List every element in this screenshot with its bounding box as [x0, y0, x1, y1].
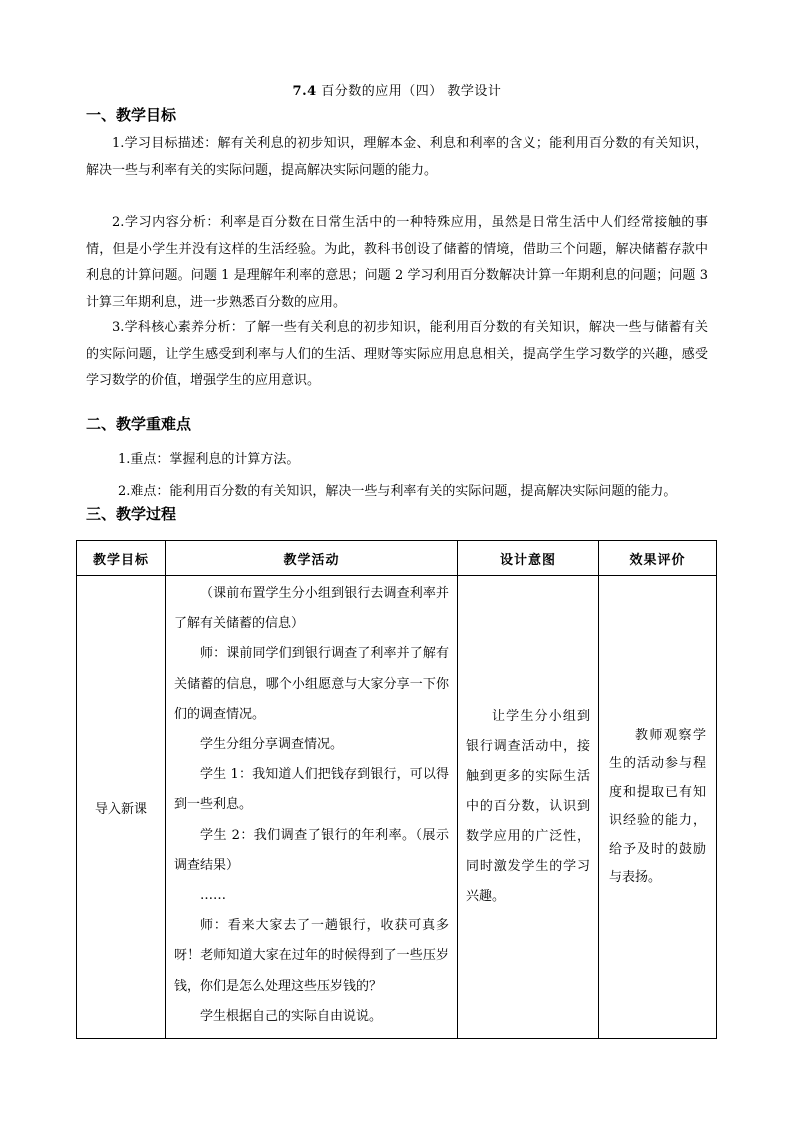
activity-line: 学生分组分享调查情况。 — [200, 737, 344, 753]
objective-description: 1.学习目标描述：解有关利息的初步知识，理解本金、利息和利率的含义；能利用百分数的有关知识，解决一些与利率有关的实际问题，提高解决实际问题的能力。 — [86, 136, 708, 178]
row-label: 导入新课 — [77, 576, 166, 1039]
activity-line: 师：看来大家去了一趟银行，收获可真多呀！老师知道大家在过年的时候得到了一些压岁钱，你们是怎么处理这些压岁钱的？ — [174, 918, 449, 994]
activity-line: 学生根据自己的实际自由说说。 — [200, 1008, 383, 1024]
title-number: 7.4 — [292, 84, 317, 99]
activity-cell — [166, 576, 458, 1039]
content-analysis: 2.学习内容分析：利率是百分数在日常生活中的一种特殊应用，虽然是日常生活中人们经常接触的事情，但是小学生并没有这样的生活经验。为此，教科书创设了储蓄的情境，借助三个问题，解决储蓄存款中利息的计算问题。问题 1 是理解年利率的意思；问题 2 学习利用百分数解决计算一年期利息的问题；问题 3 计算三年期利息，进一步熟悉百分数的应用。 — [86, 215, 708, 310]
activity-line: 学生 1：我知道人们把钱存到银行，可以得到一些利息。 — [174, 767, 449, 813]
activity-line: 学生 2：我们调查了银行的年利率。（展示调查结果） — [174, 827, 449, 873]
table-header-row — [77, 541, 717, 576]
evaluation-cell — [599, 576, 717, 1039]
activity-line: 师：课前同学们到银行调查了利率并了解有关储蓄的信息，哪个小组愿意与大家分享一下你们的调查情况。 — [174, 646, 449, 722]
header-evaluation: 效果评价 — [599, 541, 717, 576]
evaluation-text: 教师观察学生的活动参与程度和提取已有知识经验的能力，给予及时的鼓励与表扬。 — [609, 727, 706, 886]
intent-text: 让学生分小组到银行调查活动中，接触到更多的实际生活中的百分数，认识到数学应用的广泛性，同时激发学生的学习兴趣。 — [466, 709, 590, 905]
header-activity: 教学活动 — [166, 541, 458, 576]
document-title — [0, 80, 794, 99]
core-literacy-analysis: 3.学科核心素养分析：了解一些有关利息的初步知识，能利用百分数的有关知识，解决一些与储蓄有关的实际问题，让学生感受到利率与人们的生活、理财等实际应用息息相关，提高学生学习数学的兴趣，感受学习数学的价值，增强学生的应用意识。 — [86, 320, 708, 388]
activity-line: …… — [200, 888, 226, 904]
section-heading-objectives: 一、教学目标 — [86, 106, 177, 124]
intent-cell — [458, 576, 599, 1039]
key-point-focus: 1.重点：掌握利息的计算方法。 — [118, 452, 300, 467]
section-heading-key-points: 二、教学重难点 — [86, 415, 192, 433]
section-heading-process: 三、教学过程 — [86, 505, 177, 523]
teaching-process-table — [76, 540, 717, 1039]
table-row — [77, 576, 717, 1039]
title-text: 百分数的应用（四） 教学设计 — [316, 84, 502, 99]
key-point-difficulty: 2.难点：能利用百分数的有关知识，解决一些与利率有关的实际问题，提高解决实际问题的能力。 — [118, 484, 677, 499]
activity-line: （课前布置学生分小组到银行去调查利率并了解有关储蓄的信息） — [174, 586, 449, 632]
header-objective: 教学目标 — [77, 541, 166, 576]
header-intent: 设计意图 — [458, 541, 599, 576]
